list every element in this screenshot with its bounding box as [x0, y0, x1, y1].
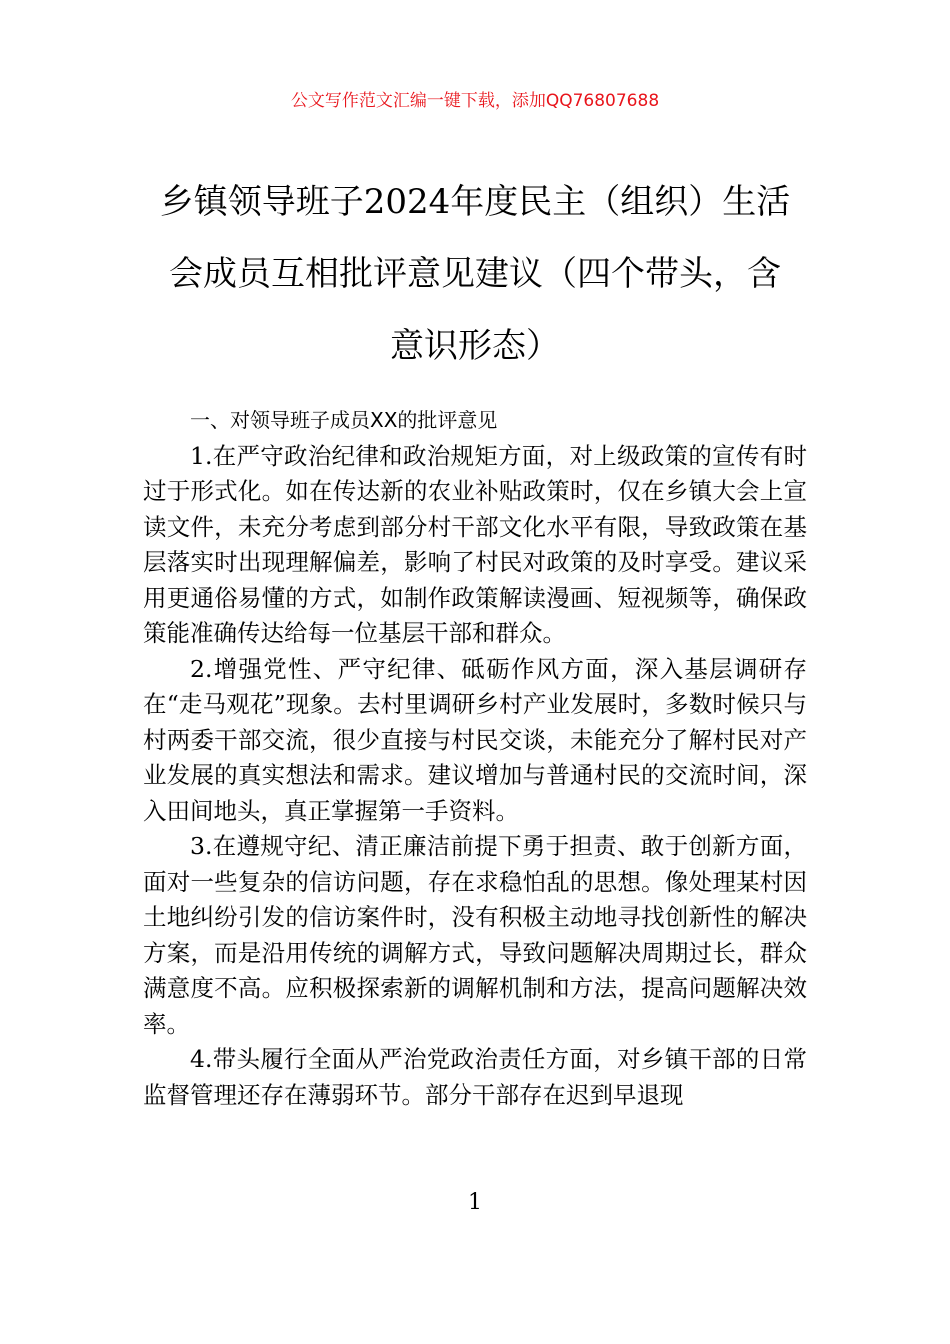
page-number: 1	[468, 1190, 482, 1215]
paragraph-4: 4.带头履行全面从严治党政治责任方面，对乡镇干部的日常监督管理还存在薄弱环节。部分干部存在迟到早退现	[143, 1045, 807, 1109]
paragraph-3: 3.在遵规守纪、清正廉洁前提下勇于担责、敢于创新方面，面对一些复杂的信访问题，存在求稳怕乱的思想。像处理某村因土地纠纷引发的信访案件时，没有积极主动地寻找创新性的解决方案，而是沿用传统的调解方式，导致问题解决周期过长，群众满意度不高。应积极探索新的调解机制和方法，提高问题解决效率。	[143, 832, 807, 1038]
document-title	[140, 166, 810, 382]
document-body	[143, 403, 807, 1113]
title-line: 意识形态）	[390, 326, 560, 366]
title-line: 乡镇领导班子2024年度民主（组织）生活	[159, 182, 791, 222]
paragraph-2: 2.增强党性、严守纪律、砥砺作风方面，深入基层调研存在“走马观花”现象。去村里调研乡村产业发展时，多数时候只与村两委干部交流，很少直接与村民交谈，未能充分了解村民对产业发展的真实想法和需求。建议增加与普通村民的交流时间，深入田间地头，真正掌握第一手资料。	[143, 654, 807, 825]
download-notice: 公文写作范文汇编一键下载，添加QQ76807688	[290, 91, 660, 111]
section-heading: 一、对领导班子成员XX的批评意见	[190, 408, 498, 432]
title-line: 会成员互相批评意见建议（四个带头，含	[169, 254, 781, 294]
paragraph-1: 1.在严守政治纪律和政治规矩方面，对上级政策的宣传有时过于形式化。如在传达新的农业补贴政策时，仅在乡镇大会上宣读文件，未充分考虑到部分村干部文化水平有限，导致政策在基层落实时出现理解偏差，影响了村民对政策的及时享受。建议采用更通俗易懂的方式，如制作政策解读漫画、短视频等，确保政策能准确传达给每一位基层干部和群众。	[143, 441, 807, 647]
